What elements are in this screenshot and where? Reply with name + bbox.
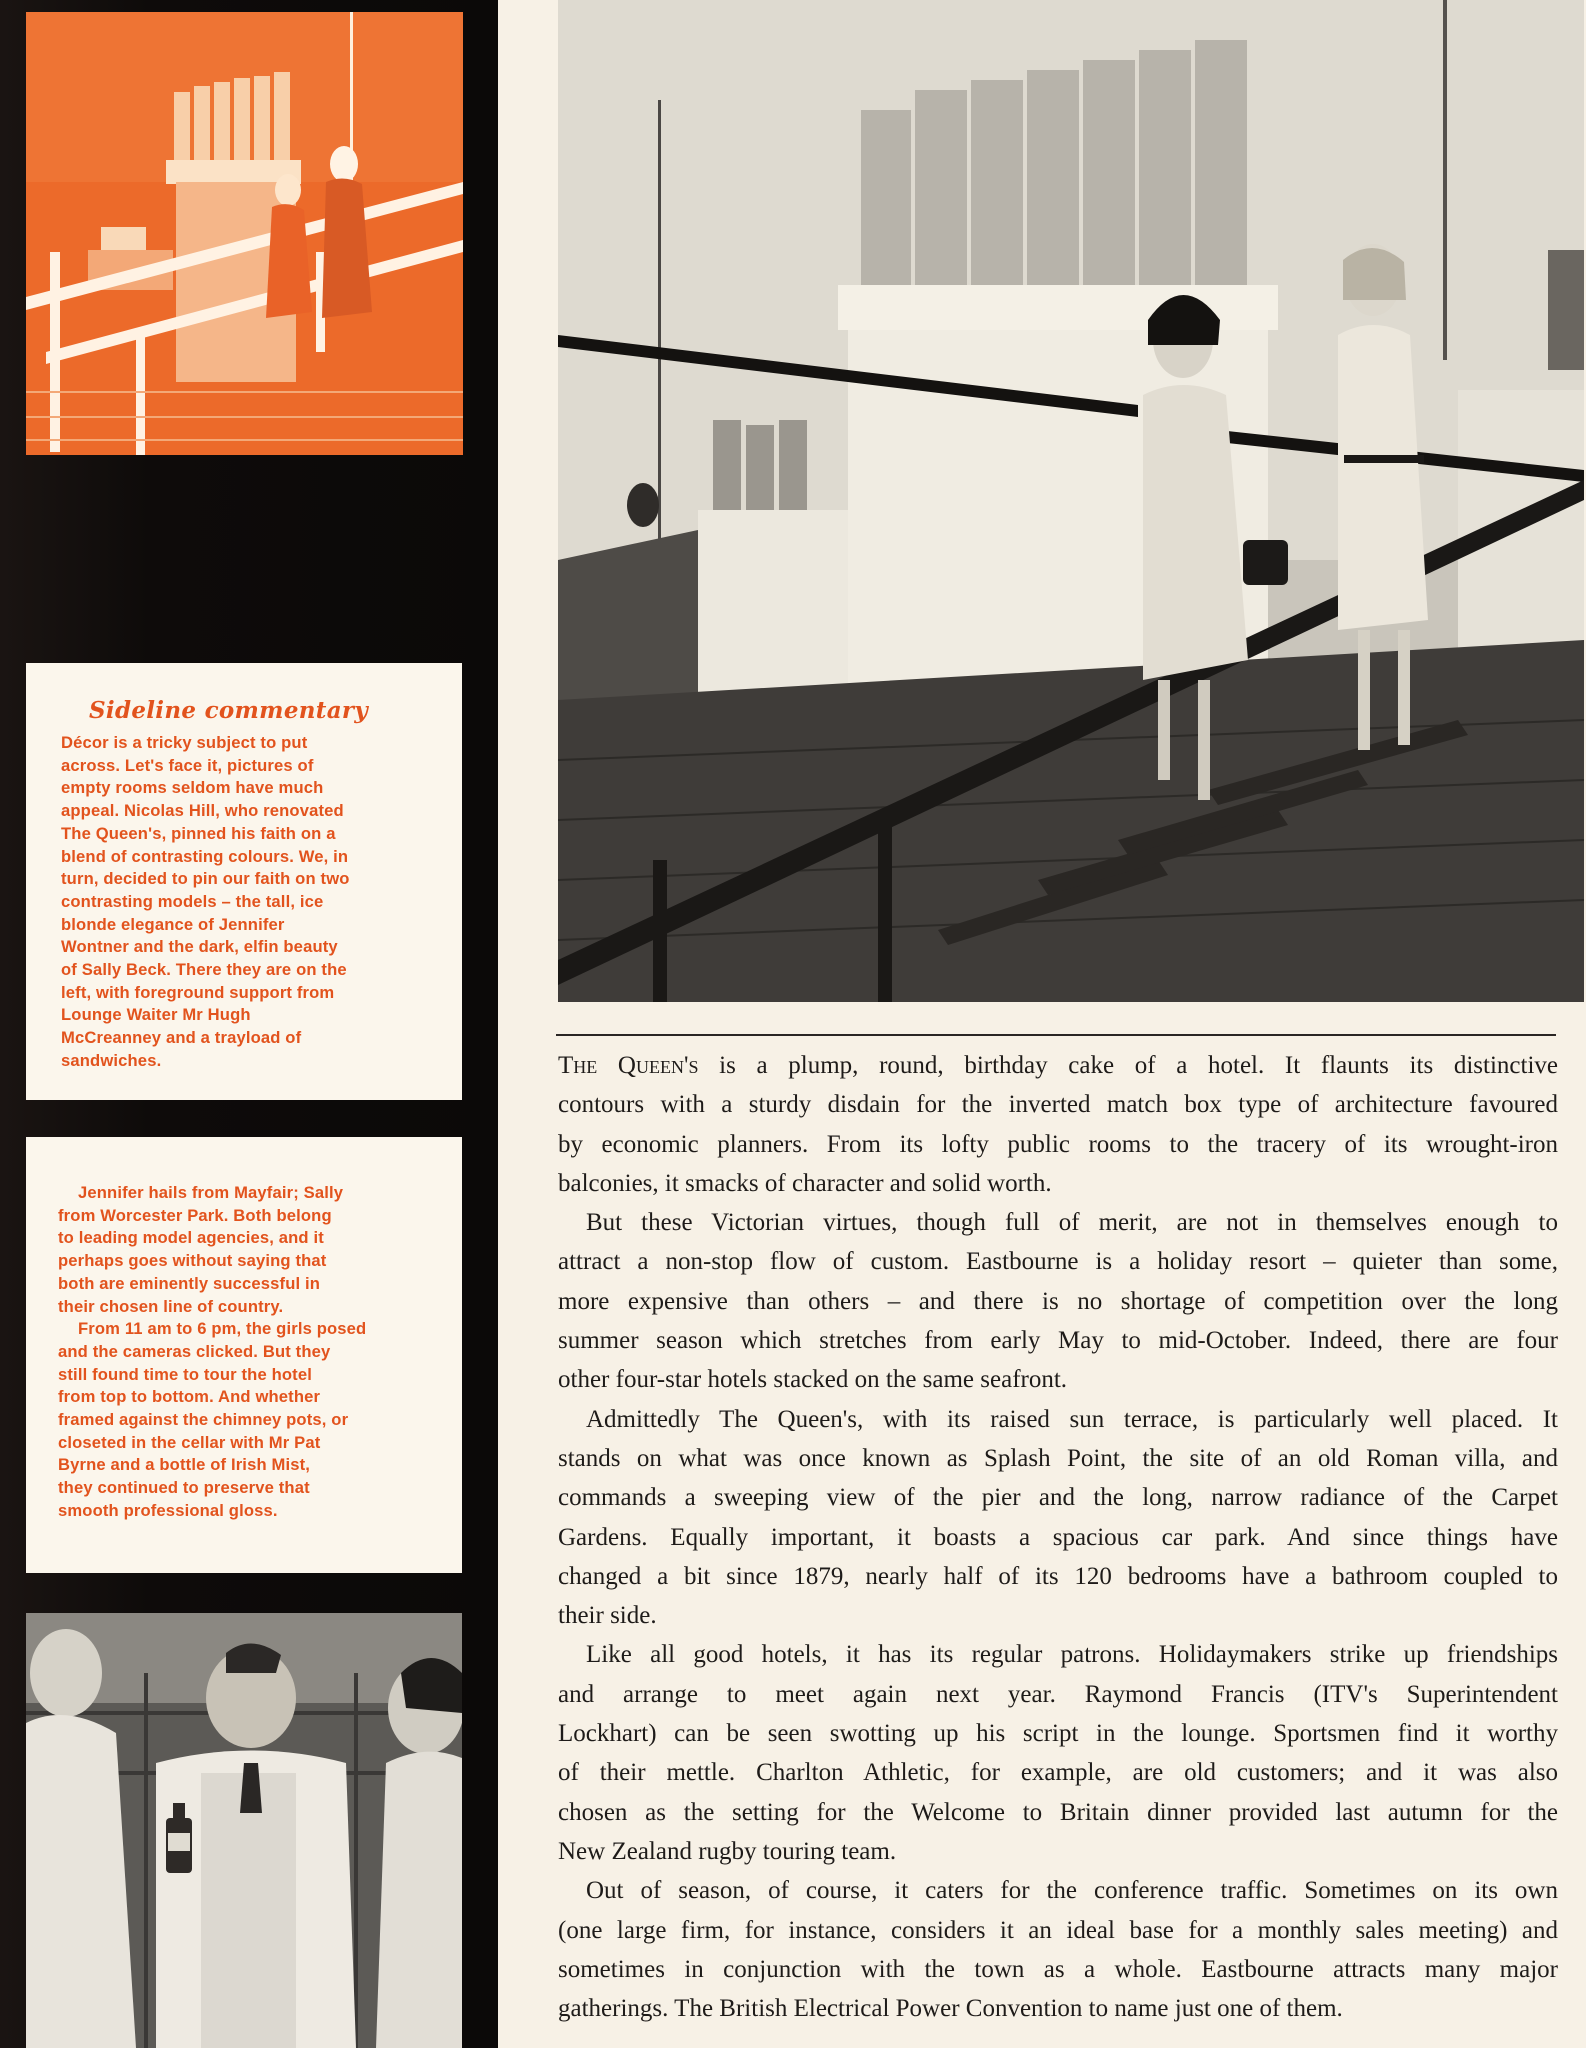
hotel-name-lead: The Queen's xyxy=(558,1052,699,1079)
article-line-text: is a plump, round, birthday cake of a hotel. It flaunts its distinctive xyxy=(698,1052,1558,1079)
article-line: sometimes in conjunction with the town as a whole. Eastbourne attracts many major xyxy=(558,1955,1558,1983)
article-line: stands on what was once known as Splash Point, the site of an old Roman villa, and xyxy=(558,1444,1558,1472)
paragraph-1 xyxy=(558,1046,1558,1203)
paragraph-3 xyxy=(558,1400,1558,1636)
article-line: But these Victorian virtues, though full of merit, are not in themselves enough to xyxy=(586,1209,1558,1237)
card1-line: blend of contrasting colours. We, in xyxy=(61,846,349,866)
card1-line: left, with foreground support from xyxy=(61,982,335,1002)
card2-line: to leading model agencies, and it xyxy=(58,1228,324,1248)
article-line: changed a bit since 1879, nearly half of its 120 bedrooms have a bathroom coupled to xyxy=(558,1562,1558,1590)
article-line: gatherings. The British Electrical Power Convention to name just one of them. xyxy=(558,1995,1343,2023)
models-info-card xyxy=(26,1137,462,1573)
card2-line: both are eminently successful in xyxy=(58,1273,321,1293)
article-line: (one large firm, for instance, considers it an ideal base for a monthly sales meeting) and xyxy=(558,1916,1558,1944)
card1-line: Décor is a tricky subject to put xyxy=(61,733,308,752)
card1-line: blonde elegance of Jennifer xyxy=(61,914,285,934)
cellar-photo xyxy=(26,1613,462,2048)
card2-line: they continued to preserve that xyxy=(58,1478,310,1498)
card1-line: Lounge Waiter Mr Hugh xyxy=(61,1005,251,1025)
card2-line: still found time to tour the hotel xyxy=(58,1364,312,1384)
article-line xyxy=(558,1046,1558,1085)
rooftop-models-photo xyxy=(558,0,1584,1002)
card1-line: of Sally Beck. There they are on the xyxy=(61,960,347,980)
article-line: Gardens. Equally important, it boasts a spacious car park. And since things have xyxy=(558,1523,1558,1551)
card2-line: from Worcester Park. Both belong xyxy=(58,1205,332,1225)
article-line: commands a sweeping view of the pier and the long, narrow radiance of the Carpet xyxy=(558,1484,1558,1512)
card2-line: their chosen line of country. xyxy=(58,1296,284,1316)
card1-text xyxy=(61,732,436,1073)
article-line: and arrange to meet again next year. Raymond Francis (ITV's Superintendent xyxy=(558,1680,1558,1708)
card2-line: Byrne and a bottle of Irish Mist, xyxy=(58,1455,311,1475)
article-line: by economic planners. From its lofty public rooms to the tracery of its wrought-iron xyxy=(558,1130,1558,1158)
card1-line: empty rooms seldom have much xyxy=(61,778,324,798)
paragraph-4 xyxy=(558,1635,1558,1871)
article-line: their side. xyxy=(558,1602,657,1630)
card2-line: and the cameras clicked. But they xyxy=(58,1341,331,1361)
article-line: attract a non-stop flow of custom. Eastbourne is a holiday resort – quieter than some, xyxy=(558,1248,1558,1276)
orange-rooftop-photo xyxy=(26,12,463,455)
card2-line: perhaps goes without saying that xyxy=(58,1251,327,1271)
card1-line: contrasting models – the tall, ice xyxy=(61,891,324,911)
horizontal-rule xyxy=(556,1034,1556,1036)
article-line: Out of season, of course, it caters for the conference traffic. Sometimes on its own xyxy=(586,1877,1558,1905)
right-page xyxy=(498,0,1586,2048)
card2-line: framed against the chimney pots, or xyxy=(58,1410,349,1430)
article-line: of their mettle. Charlton Athletic, for example, are old customers; and it was also xyxy=(558,1759,1558,1787)
article-line: Lockhart) can be seen swotting up his script in the lounge. Sportsmen find it worthy xyxy=(558,1720,1558,1748)
article-line: chosen as the setting for the Welcome to Britain dinner provided last autumn for the xyxy=(558,1798,1558,1826)
article-line: more expensive than others – and there is no shortage of competition over the long xyxy=(558,1287,1558,1315)
card2-line: From 11 am to 6 pm, the girls posed xyxy=(78,1319,367,1339)
card1-line: McCreanney and a trayload of xyxy=(61,1028,302,1048)
card1-line: appeal. Nicolas Hill, who renovated xyxy=(61,801,344,821)
article-line: other four-star hotels stacked on the same seafront. xyxy=(558,1366,1068,1394)
card1-line: The Queen's, pinned his faith on a xyxy=(61,823,336,843)
card1-line: sandwiches. xyxy=(61,1050,162,1070)
card2-line: from top to bottom. And whether xyxy=(58,1387,321,1407)
article-line: balconies, it smacks of character and solid worth. xyxy=(558,1169,1052,1197)
card2-line: smooth professional gloss. xyxy=(58,1500,278,1520)
card1-line: Wontner and the dark, elfin beauty xyxy=(61,937,338,957)
card2-line: Jennifer hails from Mayfair; Sally xyxy=(78,1183,344,1202)
card1-line: turn, decided to pin our faith on two xyxy=(61,869,350,889)
article-body xyxy=(558,1046,1558,2028)
card2-line: closeted in the cellar with Mr Pat xyxy=(58,1432,321,1452)
card1-line: across. Let's face it, pictures of xyxy=(61,755,314,775)
paragraph-2 xyxy=(558,1203,1558,1399)
article-line: contours with a sturdy disdain for the inverted match box type of architecture favoured xyxy=(558,1091,1558,1119)
sideline-commentary-card xyxy=(26,663,462,1100)
article-line: Admittedly The Queen's, with its raised sun terrace, is particularly well placed. It xyxy=(586,1405,1558,1433)
paragraph-5 xyxy=(558,1871,1558,2028)
article-line: summer season which stretches from early May to mid-October. Indeed, there are four xyxy=(558,1327,1558,1355)
article-line: Like all good hotels, it has its regular patrons. Holidaymakers strike up friendships xyxy=(586,1641,1558,1669)
sideline-commentary-title: Sideline commentary xyxy=(89,697,368,724)
article-line: New Zealand rugby touring team. xyxy=(558,1837,897,1865)
